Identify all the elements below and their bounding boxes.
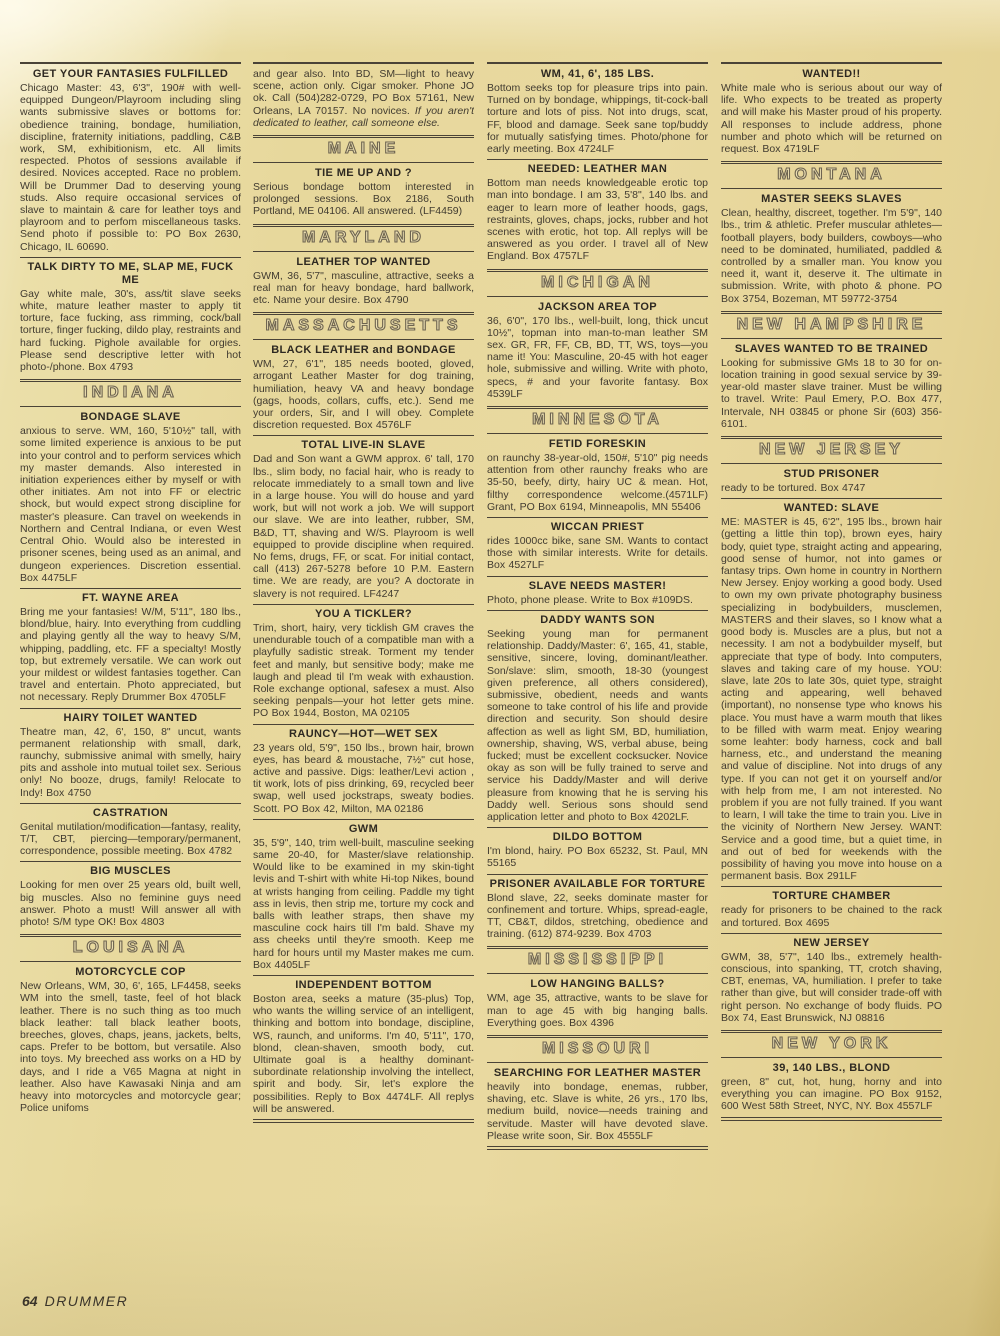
classified-ad	[721, 502, 942, 882]
ad-separator	[20, 803, 241, 804]
classified-ad	[253, 728, 474, 815]
classified-ad	[20, 712, 241, 799]
classified-ad	[253, 608, 474, 720]
ad-title: GWM	[348, 822, 379, 835]
state-name: LOUISANA	[72, 939, 189, 957]
ad-title: WM, 41, 6', 185 LBS.	[540, 68, 655, 80]
ad-body: Serious bondage bottom interested in prolonged sessions. Box 2186, South Portland, ME 04106. All answered. (LF4459)	[253, 181, 474, 218]
ad-title: TALK DIRTY TO ME, SLAP ME, FUCK ME	[27, 260, 234, 286]
classified-ad	[721, 890, 942, 928]
ad-separator	[487, 874, 708, 875]
ad-body: Chicago Master: 43, 6'3", 190# with well-equipped Dungeon/Playroom including sling wants submissive slaves or bottoms for: obedience training, bondage, humiliation, discipline, fraternity initiations, paddling, C&B work, SM, exhibitionism, etc. All limits respected. Photos of sessions available if desired. Novices accepted. Race no problem. Will be Drummer Dad to deserving young studs. Also require occasional services of slave to maintain & care for leather toys and playroom and to perfom miscellaneous tasks. Send photo if possible to: PO Box 2630, Chicago, IL 60690.	[20, 82, 241, 253]
ad-title: YOU A TICKLER?	[314, 607, 413, 620]
ad-title: HAIRY TOILET WANTED	[63, 711, 198, 724]
state-name: NEW JERSEY	[759, 441, 904, 459]
ad-separator	[721, 886, 942, 887]
ad-body: Bring me your fantasies! W/M, 5'11", 180 lbs., blond/blue, hairy. Into everything from cuddling and playing gently all the way to heavy S/M, whipping, paddling, etc. FF a specialty! Mostly top, but extremely versatile. We can work out your mildest or wildest fantasies together. Can travel and entertain. Photo appreciated, but not necessary. Reply Drummer Box 4705LF	[20, 605, 241, 704]
ad-body: Blond slave, 22, seeks dominate master for confinement and torture. Whips, spread-eagle, TT, CB&T, dildos, stretching, obedience and training. (612) 874-9239. Box 4703	[487, 891, 708, 941]
ad-body: Theatre man, 42, 6', 150, 8" uncut, wants permanent relationship with small, dark, raunchy, submissive animal with smelly, hairy pits and asshole into mutual toilet sex. Serious only! No booze, drugs, family! Relocate to Indy! Box 4750	[20, 725, 241, 799]
ad-body-italic: If you aren't dedicated to leather, call someone else.	[253, 104, 474, 129]
ad-body: Photo, phone please. Write to Box #109DS.	[487, 593, 693, 606]
ad-title: PRISONER AVAILABLE FOR TORTURE	[489, 877, 706, 890]
ad-body: White male who is serious about our way of life. Who expects to be treated as property and will make his Master proud of his property. All responses to include address, phone number and photo which will be returned on request. Box 4719LF	[721, 82, 942, 156]
classified-ad	[487, 163, 708, 262]
ad-title: WICCAN PRIEST	[550, 521, 645, 534]
section-end-rule	[487, 1146, 708, 1150]
ad-body: Looking for men over 25 years old, built well, big muscles. Also no feminine guys need answer. Photo a must! Will answer all with photo! S/M type OK! Box 4803	[20, 879, 241, 928]
ad-title: DADDY WANTS SON	[540, 613, 655, 626]
classified-ad	[721, 68, 942, 155]
section-end-rule	[253, 1119, 474, 1123]
classified-ad	[487, 580, 708, 606]
classifieds-column-4	[721, 62, 942, 1294]
ad-separator	[20, 861, 241, 862]
classified-ad	[721, 1062, 942, 1113]
classified-ad	[20, 261, 241, 373]
classified-ad	[253, 344, 474, 431]
ad-body: ready to be tortured. Box 4747	[721, 482, 866, 495]
state-header	[487, 269, 708, 297]
state-header	[20, 379, 241, 407]
ad-body: Bottom man needs knowledgeable erotic top man into bondage. I am 33, 5'8", 140 lbs. and eager to learn more of leather hoods, gags, restraints, gloves, chaps, jocks, rubber and hot scenes with erotic, hot top. All replys will be answered as you order. I travel all of New England. Box 4757LF	[487, 177, 708, 263]
ad-body: Trim, short, hairy, very ticklish GM craves the unendurable touch of a compatible man with a playfully sadistic streak. Torment my tender feet and manly, but sensitive body; make me laugh and plead til I'm weak with exhaustion. Role exchange optional, safesex a must. Also seeking penpals—your hot letter gets mine. PO Box 1944, Boston, MA 02105	[253, 621, 474, 720]
state-header	[253, 224, 474, 252]
page-number: 64	[22, 1293, 38, 1309]
page-footer	[22, 1293, 128, 1309]
classified-ad	[20, 68, 241, 253]
state-name: MARYLAND	[302, 228, 425, 246]
ad-title: MOTORCYCLE COP	[75, 966, 186, 979]
ad-body: 35, 5'9", 140, trim well-built, masculine seeking same 20-40, for Master/slave relationship. Would like to be examined in my skin-tight levis and T-shirt with white Hi-top Nikes, bound at wrists hanging from ceiling. Paddle my tight ass in levis, then strip me, torture my cock and balls with leather straps, then shave my masculine cock hairs till I'm bald. Shave my ass cheeks until they're smooth. Keep me hard for hours until my Master makes me cum. Box 4405LF	[253, 836, 474, 971]
ad-separator	[253, 604, 474, 605]
ad-separator	[487, 159, 708, 160]
ad-title: SLAVES WANTED TO BE TRAINED	[734, 342, 929, 355]
ad-title: BLACK LEATHER and BONDAGE	[271, 344, 456, 357]
ad-body: green, 8" cut, hot, hung, horny and into everything you can imagine. PO Box 9152, 600 West 58th Street, NYC, NY. Box 4557LF	[721, 1075, 942, 1113]
state-name: MISSOURI	[541, 1039, 654, 1057]
ad-separator	[721, 498, 942, 499]
classified-ad	[487, 978, 708, 1029]
ad-title: WANTED!!	[802, 68, 861, 80]
state-name: MINNESOTA	[532, 411, 663, 429]
ad-separator	[253, 724, 474, 725]
ad-title: FT. WAYNE AREA	[81, 591, 180, 604]
classified-ad	[20, 411, 241, 584]
state-header	[721, 436, 942, 464]
magazine-title: DRUMMER	[44, 1293, 129, 1309]
ad-title: LOW HANGING BALLS?	[530, 978, 665, 991]
state-name: MONTANA	[777, 166, 886, 184]
ad-body: GWM, 38, 5'7", 140 lbs., extremely health-conscious, into spanking, TT, crotch shaving, CBT, enemas, VA, humiliation. I prefer to take rather than give, but will consider trade-off with right person. No exchange of body fluids. PO Box 74, East Brunswick, NJ 08816	[721, 950, 942, 1024]
ad-separator	[487, 576, 708, 577]
ad-body: and gear also. Into BD, SM—light to heavy scene, action only. Cigar smoker. Phone JO ok. Call (504)282-0729, PO Box 57161, New Orleans, LA 70157. No novices. If you aren't dedicated to leather, call someone else.	[253, 68, 474, 129]
state-name: MAINE	[327, 140, 400, 158]
ad-title: INDEPENDENT BOTTOM	[295, 978, 432, 991]
classified-ad	[487, 614, 708, 823]
ad-body: Clean, healthy, discreet, together. I'm 5'9", 140 lbs., trim & athletic. Prefer muscular athletes—football players, body builders, cowboys—who need to be dominated, humiliated, paddled & controlled by a smaller man. You know you need it, want it, deserve it. The ultimate in submission. Write, with photo & phone. PO Box 3754, Bozeman, MT 59772-3754	[721, 207, 942, 305]
state-header	[721, 161, 942, 189]
ad-title: BIG MUSCLES	[90, 865, 171, 878]
ad-body: Seeking young man for permanent relationship. Daddy/Master: 6', 165, 41, stable, sensitive, sincere, loving, dominant/leather. Son/slave: slim, smooth, 18-30 (youngest given preference, all others considered), submissive, obedient, needs and wants someone to take control of his life and provide direction and security. Son should desire affection as well as light SM, BD, humiliation, ownership, shaving, WS, verbal abuse, being fucked; must be excellent cocksucker. Novice okay as son will be fully trained to serve and service his Daddy/Master and will derive pleasure from knowing that he is serving his Daddy well. Serious sons should send application letter and photo to Box 4202LF.	[487, 627, 708, 823]
classified-ad	[253, 68, 474, 129]
classified-ad	[487, 68, 708, 155]
ad-separator	[20, 708, 241, 709]
ad-separator	[253, 435, 474, 436]
state-header	[487, 406, 708, 434]
ad-body: Genital mutilation/modification—fantasy, reality, T/T, CBT, piercing—temporary/permanent, correspondence, possible meeting. Box 4782	[20, 820, 241, 858]
state-name: MICHIGAN	[541, 273, 654, 291]
ad-title: LEATHER TOP WANTED	[296, 255, 431, 268]
state-header	[721, 1030, 942, 1058]
ad-body: Looking for submissive GMs 18 to 30 for on-location training in good sexual service by 39-year-old master slave trainer. Must be willing to travel. Write: Paul Emery, P.O. Box 477, Intervale, NH 03845 or phone Sir (603) 356-6101.	[721, 356, 942, 430]
ad-body: heavily into bondage, enemas, rubber, shaving, etc. Slave is white, 26 yrs., 170 lbs, medium build, novice—needs training and servitude. Master will have devoted slave. Please write soon, Sir. Box 4555LF	[487, 1080, 708, 1142]
classified-ad	[253, 167, 474, 218]
state-header	[487, 1035, 708, 1063]
classified-ad	[253, 256, 474, 307]
classified-ad	[487, 831, 708, 869]
ad-title: MASTER SEEKS SLAVES	[761, 193, 902, 206]
classifieds-column-3	[487, 62, 708, 1294]
state-header	[487, 946, 708, 974]
classified-ad	[253, 823, 474, 971]
ad-title: GET YOUR FANTASIES FULFILLED	[32, 68, 229, 80]
classified-ad	[20, 807, 241, 858]
ad-separator	[487, 827, 708, 828]
classified-ad	[721, 937, 942, 1024]
ad-body: Boston area, seeks a mature (35-plus) Top, who wants the willing service of an intelligent, thinking and bottom into bondage, discipline, WS, raunch, and uniforms. I'm 40, 5'11", 170, blond, clean-shaven, smooth body, cut. Ultimate goal is a healthy dominant-subordinate relationship involving the intellect, spirit and body. Sir, let's explore the possibilities. Reply to Box 4474LF. All replys will be answered.	[253, 992, 474, 1115]
ad-title: 39, 140 LBS., BLOND	[772, 1061, 891, 1074]
state-name: NEW YORK	[771, 1034, 892, 1052]
ad-body: 36, 6'0", 170 lbs., well-built, long, thick uncut 10½", topman into man-to-man leather SM sex. GR, FR, FF, CB, BD, TT, WS, toys—you name it! You: Masculine, 20-45 with hot eager hole, submissive and willing. Write with photo, specs, # and your favorite fantasy. Box 4539LF	[487, 314, 708, 400]
ad-body: ready for prisoners to be chained to the rack and tortured. Box 4695	[721, 904, 942, 929]
ad-title: DILDO BOTTOM	[552, 831, 643, 844]
state-header	[253, 135, 474, 163]
ad-separator	[20, 588, 241, 589]
state-header	[20, 934, 241, 962]
classified-ad	[487, 438, 708, 513]
state-name: NEW HAMPSHIRE	[736, 315, 927, 333]
ad-body: ME: MASTER is 45, 6'2", 195 lbs., brown hair (getting a little thin top), brown eyes, hairy body, quiet type, straight acting and appearing, good sense of humor, not into games or fantasy trips. Own home in country in Northern New Jersey. Enjoy working a good body. Used to own my own private photography business specializing in bodybuilders, musclemen, MASTERS and their slaves, so I know what a good body is. Muscles are a plus, but not a necessity. I am not a bodybuilder myself, but appreciate that type of body. Into computers, slaves and taking care of my house. YOU: slave, late 20s to late 30s, quiet type, straight acting and appearing, well behaved (important), no nonsense type who knows his place. You must have a warm mouth that likes to be filled with warm meat. Enjoy wearing some leahter: body harness, cock and ball harness, etc., and understand the meaning and value of discipline. Not into drugs of any type. If you can not get it on yourself and/or with help from me, I am not interested. No problem if you are not fully trained. If you want to learn, I will take the time to train you. Live in the vicinity of Northern New Jersey. WANT: Service and a good time, but a quiet time, in and out of bed for weekends with the possibility of having you move into house on a permanent basis. Box 291LF	[721, 516, 942, 883]
classified-ad	[721, 468, 942, 494]
ad-title: CASTRATION	[92, 806, 169, 819]
ad-title: RAUNCY—HOT—WET SEX	[289, 727, 438, 740]
ad-body: on raunchy 38-year-old, 150#, 5'10" pig needs attention from other raunchy freaks who are 35-50, beefy, dirty, hairy UC & mean. Hot, filthy correspondence welcome.(4571LF) Grant, PO Box 6194, Minneapolis, MN 55406	[487, 452, 708, 513]
ad-body: rides 1000cc bike, sane SM. Wants to contact those with similar interests. Write for details. Box 4527LF	[487, 535, 708, 572]
ad-body: WM, 27, 6'1", 185 needs booted, gloved, arrogant Leather Master for dog training, humiliation, heavy VA and heavy bondage (gags, hoods, collars, cuffs, etc.). Send me your orders, Sir, and I will obey. Complete discretion requested. Box 4576LF	[253, 358, 474, 432]
classified-ad	[487, 301, 708, 400]
ad-body: WM, age 35, attractive, wants to be slave for man to age 45 with big hanging balls. Everything goes. Box 4396	[487, 992, 708, 1029]
ad-title: FETID FORESKIN	[548, 438, 647, 451]
classifieds-column-2	[253, 62, 474, 1294]
state-name: MASSACHUSETTS	[265, 317, 462, 335]
ad-separator	[20, 257, 241, 258]
ad-title: TIE ME UP AND ?	[314, 167, 413, 180]
ad-title: NEW JERSEY	[793, 936, 870, 949]
classified-ad	[20, 966, 241, 1114]
classified-ad	[20, 592, 241, 704]
classified-ad	[487, 878, 708, 941]
ad-separator	[253, 975, 474, 976]
ad-body: I'm blond, hairy. PO Box 65232, St. Paul, MN 55165	[487, 845, 708, 870]
ad-body: 23 years old, 5'9", 150 lbs., brown hair, brown eyes, has beard & moustache, 7½" cut hose, active and passive. Digs: leather/Levi action , tit work, lots of piss drinking, 69, recycled beer swap, well used jockstraps, sweaty bodies. Scott. PO Box 42, Milton, MA 02186	[253, 741, 474, 815]
classified-ad	[721, 343, 942, 430]
ad-title: BONDAGE SLAVE	[80, 411, 181, 424]
ad-title: JACKSON AREA TOP	[537, 300, 658, 313]
ad-body: Bottom seeks top for pleasure trips into pain. Turned on by bondage, whippings, tit-cock-ball torture and lots of piss. Not into drugs, scat, FF, blood and damage. Seek sane top/buddy for mutually satisfying times. Photo/phone for early meeting. Box 4724LF	[487, 82, 708, 156]
ad-title: WANTED: SLAVE	[783, 502, 880, 515]
classified-ad	[20, 865, 241, 928]
classified-ad	[721, 193, 942, 305]
section-end-rule	[721, 1117, 942, 1121]
ad-title: TORTURE CHAMBER	[772, 890, 891, 903]
ad-separator	[487, 517, 708, 518]
ad-body: New Orleans, WM, 30, 6', 165, LF4458, seeks WM into the smell, taste, feel of hot black leather. There is no such thing as too much black leather: tall black leather boots, breeches, gloves, chaps, jeans, jackets, belts, caps. Prefer to be bottom, but versatile. Also into toys. My breeched ass works on a HD by days, and I ride a V65 Magna at night in leather. Also have Kawasaki Ninja and am heavy into motorcycles and motorcycle gear; Police unifoms	[20, 980, 241, 1115]
classifieds-column-1	[20, 62, 241, 1294]
ad-separator	[253, 819, 474, 820]
ad-title: TOTAL LIVE-IN SLAVE	[301, 439, 426, 452]
ad-separator	[721, 933, 942, 934]
ad-title: SEARCHING FOR LEATHER MASTER	[493, 1066, 702, 1079]
ad-body: GWM, 36, 5'7", masculine, attractive, seeks a real man for heavy bondage, hard ballwork, etc. Name your desire. Box 4790	[253, 269, 474, 307]
ad-title: NEEDED: LEATHER MAN	[527, 163, 668, 176]
classified-ad	[487, 521, 708, 572]
state-header	[253, 312, 474, 340]
ad-title: SLAVE NEEDS MASTER!	[528, 579, 667, 592]
classified-ad	[487, 1067, 708, 1142]
state-name: INDIANA	[83, 384, 178, 402]
ad-body: Gay white male, 30's, ass/tit slave seeks white, mature leather master to apply tit torture, face fucking, ass rimming, cock/ball torture, finger fucking, dildo play, restraints and hard fucking. Pighole available for orgies. Please send descriptive letter with hot photo-/phone. Box 4793	[20, 287, 241, 374]
ad-separator	[487, 610, 708, 611]
state-name: MISSISSIPPI	[527, 951, 668, 969]
ad-body: anxious to serve. WM, 160, 5'10½" tall, with some limited experience is anxious to be put into your control and to perform services which my master demands. Also interested in initiation experiences either by myself or with other initiates. Am not into FF or electric shock, but would expect strong discipline for master's pleasure. Can travel on weekends in Northern and Central Indiana, or even West Central Ohio. Would also be interested in prisoner scenes, being used as an animal, and dungeon experiences. Discretion essential. Box 4475LF	[20, 425, 241, 584]
ad-body: Dad and Son want a GWM approx. 6' tall, 170 lbs., slim body, no facial hair, who is ready to relocate immediately to a small town and live in a large house. You will do house and yard work, but will not work a job. We will support our slave. We are into leather, rubber, SM, B&D, TT, shaving and W/S. Playroom is well equipped to provide discipline when required. No fems, drugs, FF, or scat. For initial contact, call (413) 267-5278 before 10 P.M. Eastern time. We are ready, are you? A doctorate in slavery is not required. LF4247	[253, 453, 474, 600]
state-header	[721, 311, 942, 339]
classified-ad	[253, 439, 474, 599]
classified-ad	[253, 979, 474, 1115]
ad-title: STUD PRISONER	[783, 468, 880, 481]
